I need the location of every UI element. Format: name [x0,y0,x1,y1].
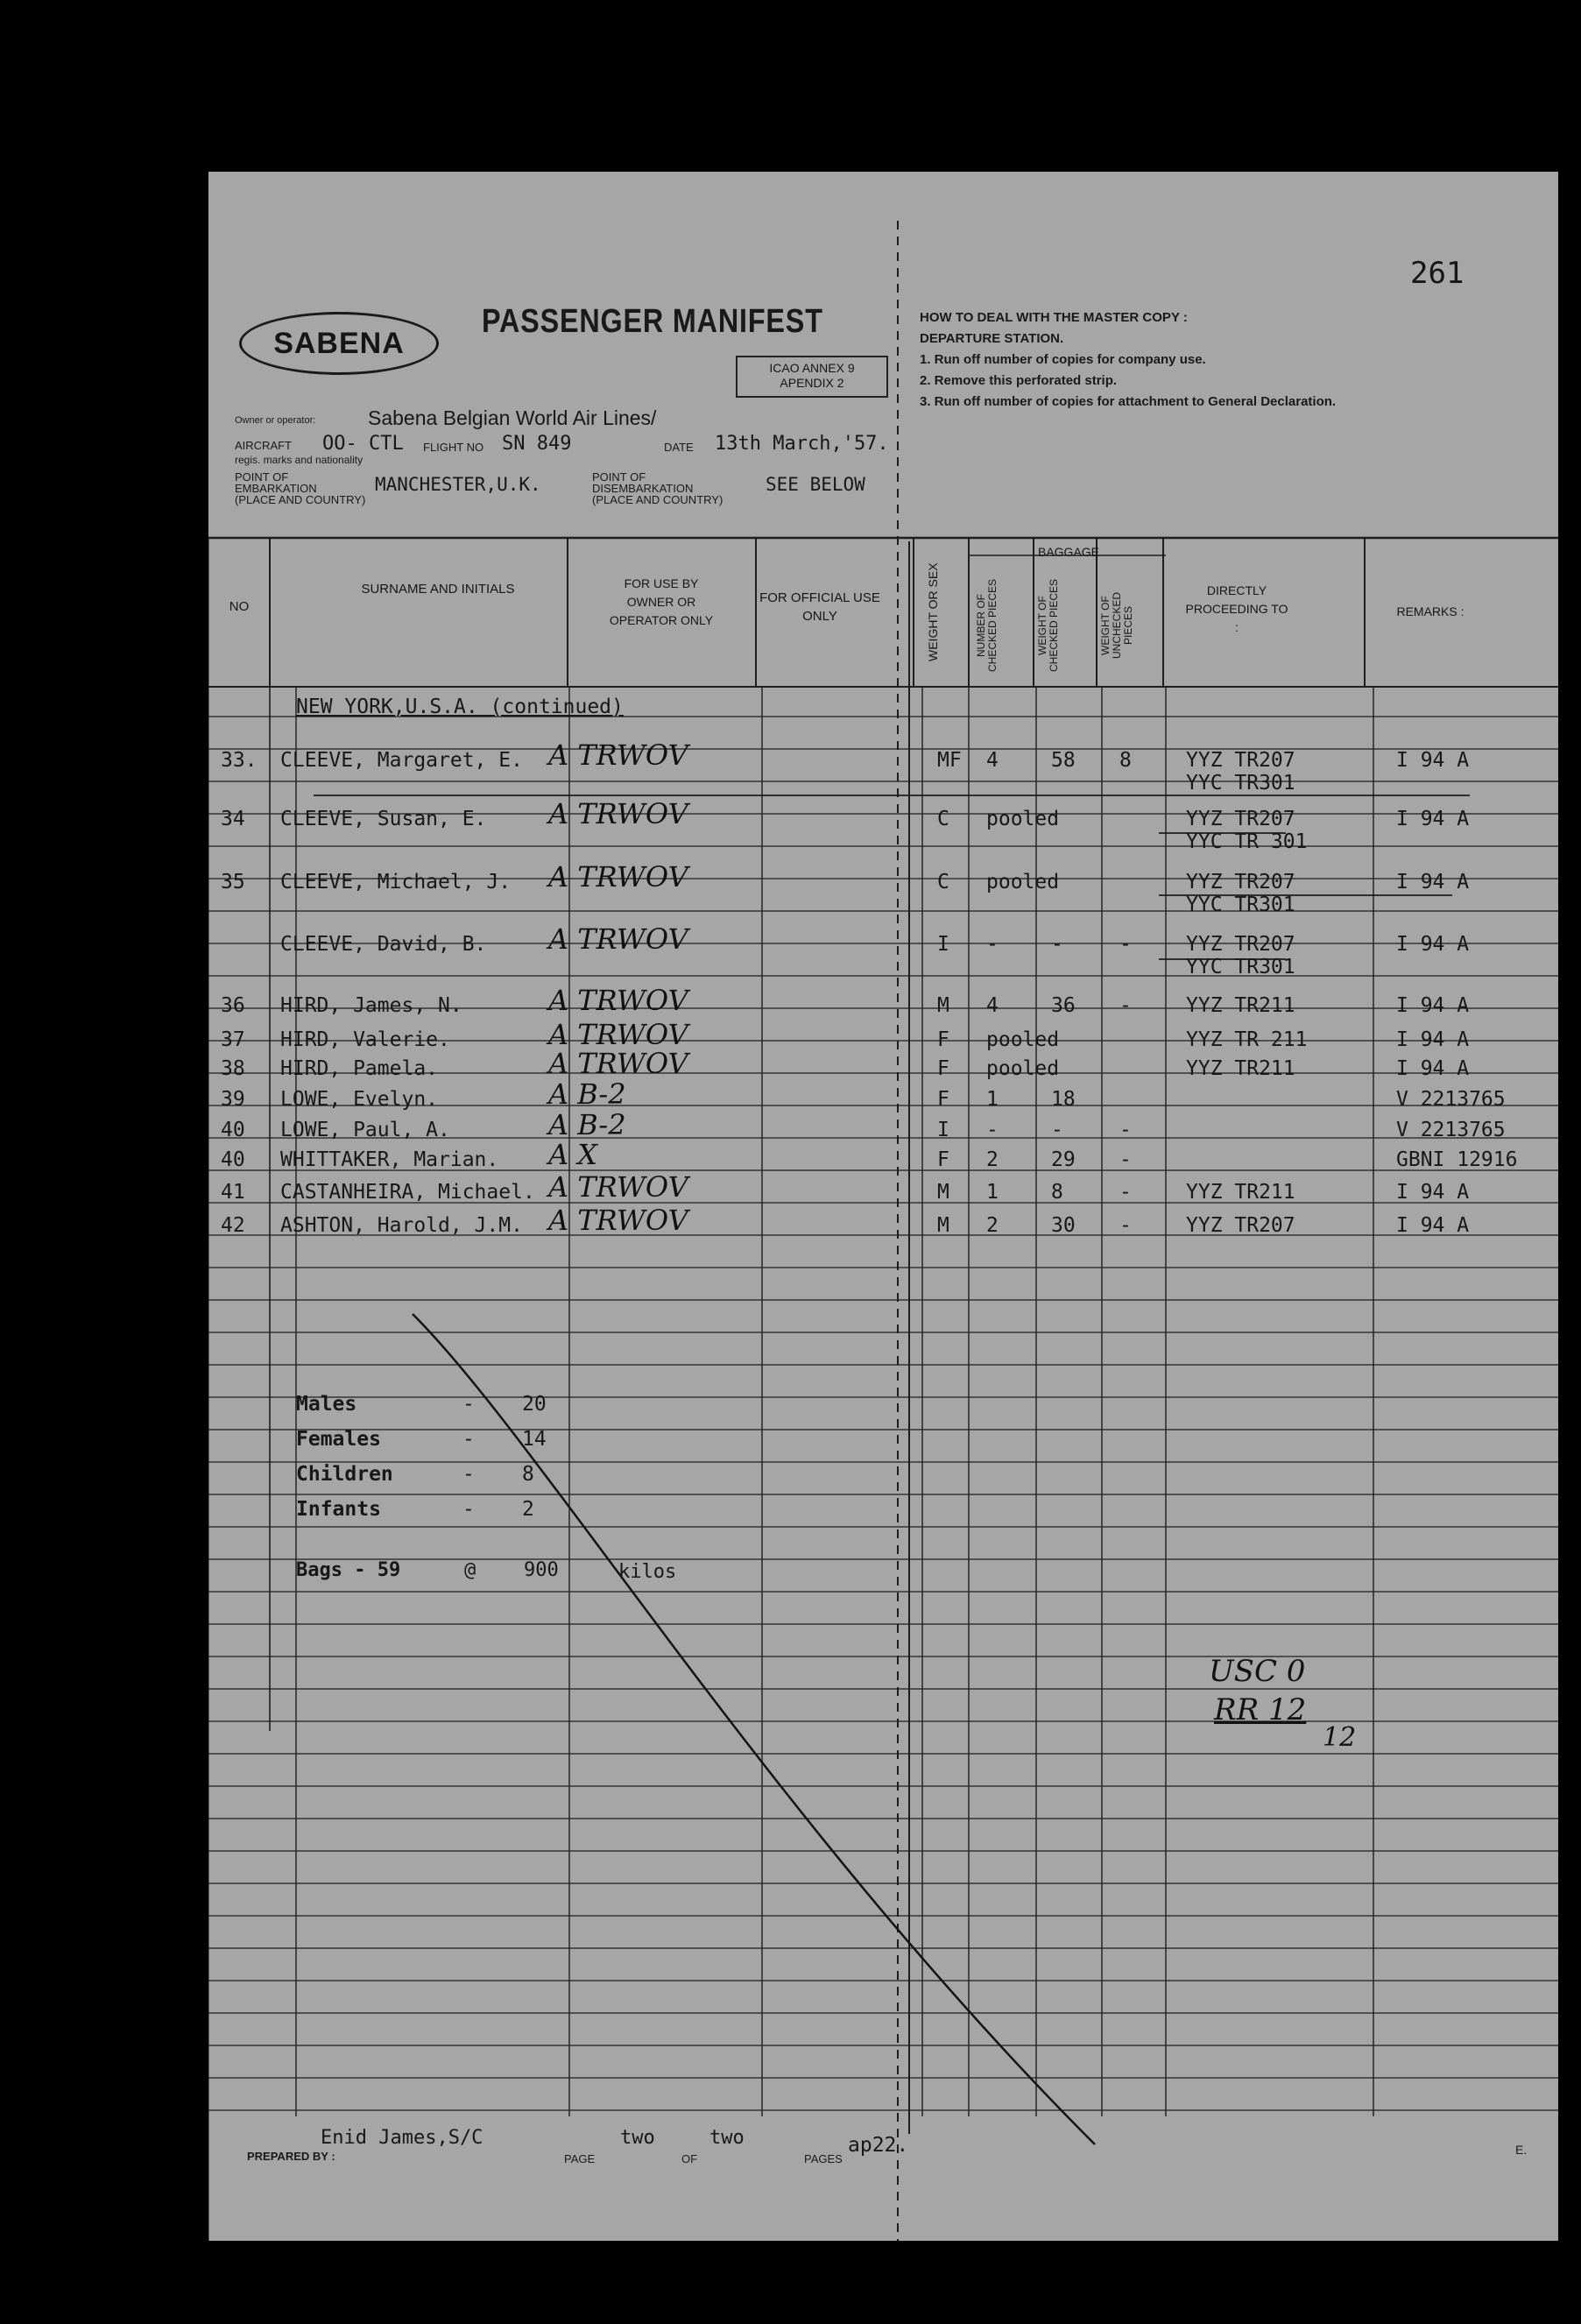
instruction-item: 1. Run off number of copies for company use. [920,352,1206,367]
remarks: I 94 A [1396,1057,1470,1080]
baggage-pieces: - [986,933,999,956]
embarkation-label-3: (PLACE AND COUNTRY) [235,493,366,506]
passenger-sex: M [937,1214,949,1237]
passenger-name: CASTANHEIRA, Michael. [280,1181,535,1204]
aircraft-label: AIRCRAFT [235,439,292,452]
page-label: PAGE [564,2152,596,2165]
passenger-row [208,1047,1558,1084]
disembarkation-label-3: (PLACE AND COUNTRY) [592,493,723,506]
page-number: 261 [1410,256,1465,291]
passenger-number: 38 [221,1057,245,1080]
baggage-weight: - [1051,933,1063,956]
pages-label: PAGES [804,2152,843,2165]
destination: YYZ TR207 [1186,749,1295,772]
baggage-weight: 18 [1051,1088,1076,1111]
passenger-sex: F [937,1148,949,1171]
total-dash: - [462,1463,475,1486]
passenger-name: WHITTAKER, Marian. [280,1148,499,1171]
disembarkation-label [592,471,723,505]
destination: YYZ TR207 [1186,933,1295,956]
total-dash: - [462,1393,475,1416]
logo-text: SABENA [273,326,405,360]
baggage-weight: 8 [1051,1181,1063,1204]
remarks: I 94 A [1396,808,1470,830]
passenger-row [208,797,1558,853]
remarks: I 94 A [1396,994,1470,1017]
destination-secondary: YYC TR301 [1186,956,1295,978]
destination: YYZ TR211 [1186,1057,1295,1080]
total-value: 14 [522,1428,547,1451]
baggage-pieces: 2 [986,1148,999,1171]
icao-box [736,356,888,398]
passenger-name: HIRD, Pamela. [280,1057,439,1080]
manifest-sheet [208,172,1558,2241]
col-header-remarks: REMARKS : [1396,604,1465,618]
destination: YYZ TR207 [1186,1214,1295,1237]
remarks: I 94 A [1396,871,1470,894]
baggage-unchecked: - [1119,1119,1132,1141]
passenger-number: 34 [221,808,245,830]
passenger-sex: I [937,1119,949,1141]
destination: YYZ TR211 [1186,1181,1295,1204]
total-label: Females [296,1428,381,1451]
baggage-pieces: pooled [986,808,1060,830]
total-label: Infants [296,1498,381,1521]
prepared-value: Enid James,S/C [321,2127,483,2149]
embarkation-label-1: POINT OF [235,470,289,484]
remarks: I 94 A [1396,1028,1470,1051]
passenger-number: 42 [221,1214,245,1237]
aircraft-value: OO- CTL [322,433,404,455]
passenger-sex: I [937,933,949,956]
passenger-name: ASHTON, Harold, J.M. [280,1214,523,1237]
handwritten-note-line-1: USC 0 [1209,1654,1306,1689]
remarks: I 94 A [1396,1214,1470,1237]
owner-mark: A TRWOV [548,984,688,1017]
corner-mark: E. [1515,2143,1528,2157]
instructions-heading: HOW TO DEAL WITH THE MASTER COPY : [920,310,1188,325]
passenger-row [208,1138,1558,1176]
form-title: PASSENGER MANIFEST [482,303,823,340]
baggage-unchecked: 8 [1119,749,1132,772]
col-header-weight-checked: WEIGHT OF CHECKED PIECES [1036,578,1060,673]
col-header-weight-sex: WEIGHT OR SEX [926,562,940,662]
total-value: 20 [522,1393,547,1416]
passenger-row [208,1108,1558,1146]
passenger-name: CLEEVE, Michael, J. [280,871,512,894]
date-label: DATE [664,441,694,454]
baggage-unchecked: - [1119,1148,1132,1171]
col-header-official-use: FOR OFFICIAL USE ONLY [759,590,880,624]
baggage-unchecked: - [1119,1214,1132,1237]
col-header-proceeding: DIRECTLY PROCEEDING TO : [1185,583,1288,634]
destination: YYZ TR 211 [1186,1028,1308,1051]
owner-mark: A TRWOV [548,1047,688,1080]
form-code: ap22. [848,2134,909,2157]
disembarkation-value: SEE BELOW [766,474,865,495]
passenger-sex: F [937,1057,949,1080]
section-heading: NEW YORK,U.S.A. (continued) [296,696,624,718]
registration-note: regis. marks and nationality [235,454,363,466]
remarks: V 2213765 [1396,1088,1506,1111]
passenger-name: HIRD, James, N. [280,994,462,1017]
passenger-number: 36 [221,994,245,1017]
operator-value: Sabena Belgian World Air Lines/ [368,406,657,429]
baggage-pieces: 1 [986,1088,999,1111]
passenger-sex: F [937,1028,949,1051]
col-header-checked-pieces: NUMBER OF CHECKED PIECES [975,578,999,673]
col-header-unchecked: WEIGHT OF UNCHECKED PIECES [1099,592,1134,660]
passenger-sex: C [937,808,949,830]
passenger-number: 37 [221,1028,245,1051]
total-label: Children [296,1463,393,1486]
owner-mark: A TRWOV [548,1170,688,1204]
bags-unit: kilos [618,1561,677,1583]
flight-label: FLIGHT NO [423,441,484,454]
passenger-row [208,1018,1558,1056]
baggage-weight: 36 [1051,994,1076,1017]
baggage-pieces: pooled [986,1028,1060,1051]
pen-diagonal-stroke [413,1314,1095,2144]
icao-line-2: APENDIX 2 [780,376,844,390]
of-value: two [709,2127,745,2149]
bags-label: Bags - 59 [296,1559,401,1581]
total-value: 2 [522,1498,534,1521]
date-value: 13th March,'57. [715,433,889,455]
passenger-number: 41 [221,1181,245,1204]
total-dash: - [462,1498,475,1521]
disembarkation-label-2: DISEMBARKATION [592,482,694,495]
passenger-sex: MF [937,749,962,772]
passenger-name: HIRD, Valerie. [280,1028,450,1051]
remarks: I 94 A [1396,1181,1470,1204]
operator-label: Owner or operator: [235,415,316,426]
owner-mark: A TRWOV [548,860,688,894]
passenger-sex: M [937,1181,949,1204]
passenger-number: 40 [221,1148,245,1171]
prepared-label: PREPARED BY : [247,2150,335,2163]
destination: YYZ TR207 [1186,871,1295,894]
passenger-row [208,860,1558,916]
destination-secondary: YYC TR301 [1186,894,1295,916]
passenger-sex: C [937,871,949,894]
passenger-number: 33. [221,749,258,772]
passenger-number: 35 [221,871,245,894]
baggage-pieces: 2 [986,1214,999,1237]
embarkation-label-2: EMBARKATION [235,482,317,495]
instruction-item: 2. Remove this perforated strip. [920,373,1118,388]
total-label: Males [296,1393,357,1416]
passenger-row [208,922,1558,978]
col-header-surname: SURNAME AND INITIALS [361,582,515,597]
owner-mark: A TRWOV [548,1018,688,1051]
baggage-pieces: 4 [986,994,999,1017]
passenger-sex: F [937,1088,949,1111]
baggage-weight: 30 [1051,1214,1076,1237]
passenger-row [208,1077,1558,1115]
passenger-number: 39 [221,1088,245,1111]
owner-mark: A TRWOV [548,1204,688,1237]
passenger-row [208,1170,1558,1208]
remarks: GBNI 12916 [1396,1148,1518,1171]
col-header-owner-use: FOR USE BY OWNER OR OPERATOR ONLY [609,576,714,627]
destination: YYZ TR211 [1186,994,1295,1017]
destination: YYZ TR207 [1186,808,1295,830]
bags-weight: 900 [524,1559,559,1581]
passenger-sex: M [937,994,949,1017]
owner-mark: A TRWOV [548,738,688,772]
passenger-name: CLEEVE, Margaret, E. [280,749,523,772]
baggage-pieces: 4 [986,749,999,772]
owner-mark: A TRWOV [548,922,688,956]
instruction-item: 3. Run off number of copies for attachment to General Declaration. [920,394,1337,409]
destination-secondary: YYC TR301 [1186,772,1295,795]
page-value: two [620,2127,655,2149]
owner-mark: A X [548,1138,598,1171]
baggage-unchecked: - [1119,994,1132,1017]
handwritten-note-line-2: RR 12 [1214,1692,1307,1727]
baggage-unchecked: - [1119,933,1132,956]
baggage-weight: 58 [1051,749,1076,772]
of-label: OF [681,2152,698,2165]
remarks: I 94 A [1396,933,1470,956]
remarks: I 94 A [1396,749,1470,772]
baggage-unchecked: - [1119,1181,1132,1204]
handwritten-note-line-3: 12 [1323,1722,1357,1753]
sabena-logo [239,312,439,375]
col-header-no: NO [229,599,250,614]
owner-mark: A B-2 [548,1108,626,1141]
passenger-row [208,738,1558,795]
baggage-pieces: pooled [986,871,1060,894]
embarkation-label [235,471,365,505]
owner-mark: A B-2 [548,1077,626,1111]
passenger-name: CLEEVE, David, B. [280,933,487,956]
remarks: V 2213765 [1396,1119,1506,1141]
flight-value: SN 849 [502,433,572,455]
instructions [920,307,1336,413]
baggage-weight: 29 [1051,1148,1076,1171]
passenger-name: LOWE, Evelyn. [280,1088,439,1111]
instructions-subheading: DEPARTURE STATION. [920,331,1064,346]
passenger-name: LOWE, Paul, A. [280,1119,450,1141]
passenger-row [208,984,1558,1021]
passenger-row [208,1204,1558,1241]
passenger-number: 40 [221,1119,245,1141]
destination-secondary: YYC TR 301 [1186,830,1308,853]
baggage-pieces: 1 [986,1181,999,1204]
disembarkation-label-1: POINT OF [592,470,646,484]
total-dash: - [462,1428,475,1451]
total-value: 8 [522,1463,534,1486]
icao-line-1: ICAO ANNEX 9 [769,361,855,375]
embarkation-value: MANCHESTER,U.K. [375,474,541,495]
baggage-weight: - [1051,1119,1063,1141]
col-header-baggage: BAGGAGE [1037,545,1100,559]
owner-mark: A TRWOV [548,797,688,830]
bags-at: @ [464,1559,476,1581]
baggage-pieces: - [986,1119,999,1141]
baggage-pieces: pooled [986,1057,1060,1080]
passenger-name: CLEEVE, Susan, E. [280,808,487,830]
